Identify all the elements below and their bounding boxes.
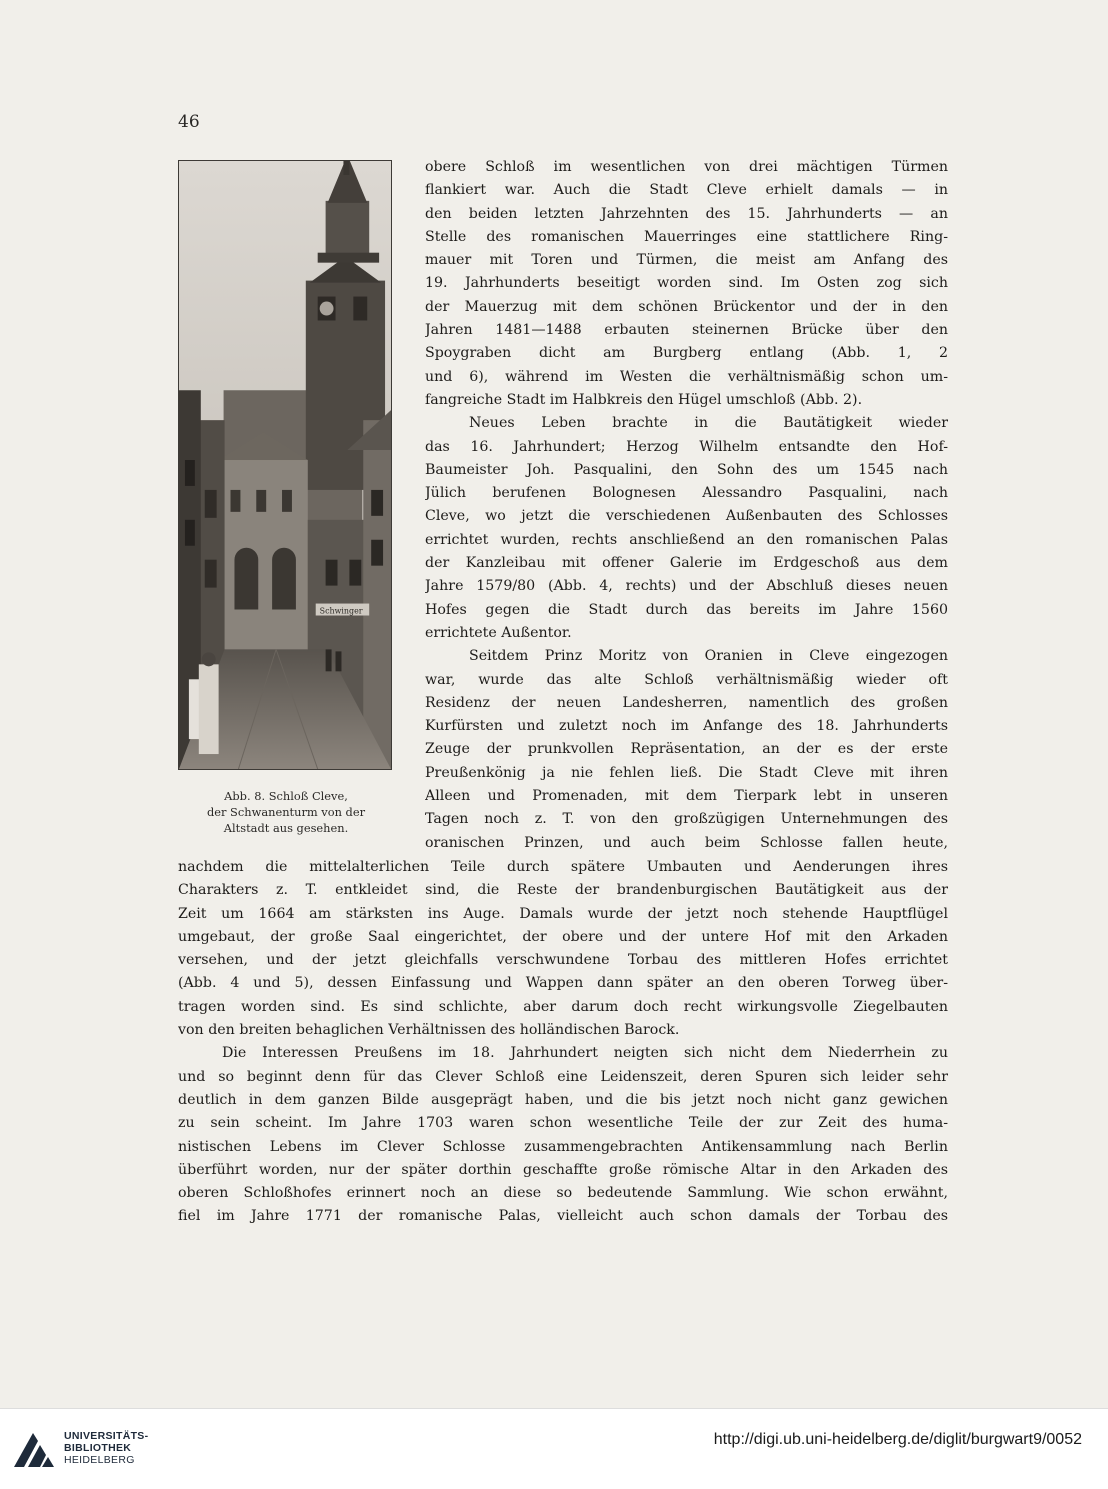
text-line: das 16. Jahrhundert; Herzog Wilhelm entsandte den Hof- [425,438,948,455]
text-line: deutlich in dem ganzen Bilde ausgeprägt haben, und die bis jetzt noch nicht ganz gewichen [178,1091,948,1108]
text-line: Zeuge der prunkvollen Repräsentation, an der es der erste [425,741,948,758]
text-line: (Abb. 4 und 5), dessen Einfassung und Wappen dann später an den oberen Torweg über- [178,975,948,992]
text-line: und so beginnt denn für das Clever Schloß eine Leidenszeit, deren Spuren sich leider sehr [178,1068,948,1085]
text-line: 19. Jahrhunderts beseitigt worden sind. Im Osten zog sich [425,275,948,292]
text-line: überführt worden, nur der später dorthin geschaffte große römische Altar in den Arkaden des [178,1161,948,1178]
logo-line: HEIDELBERG [64,1454,135,1466]
viewer-footer [0,1408,1108,1489]
caption-line: Altstadt aus gesehen. [223,821,349,835]
figure-photo [178,160,392,770]
castle-tower-photo [179,161,391,769]
text-line: der Kanzleibau mit offener Galerie im Erdgeschoß aus dem [425,555,948,572]
text-line: Jahren 1481—1488 erbauten steinernen Brücke über den [425,322,948,339]
text-line: von den breiten behaglichen Verhältnissen des holländischen Barock. [178,1022,680,1039]
text-line: der Mauerzug mit dem schönen Brückentor und der in den [425,298,948,315]
text-line: umgebaut, der große Saal eingerichtet, der obere und der untere Hof mit den Arkaden [178,928,948,945]
text-line: errichtete Außentor. [425,624,572,641]
text-line: Tagen noch z. T. von den großzügigen Unternehmungen des [425,811,948,828]
text-line: fangreiche Stadt im Halbkreis den Hügel umschloß (Abb. 2). [425,391,863,408]
text-line: Charakters z. T. entkleidet sind, die Reste der brandenburgischen Bautätigkeit aus der [178,882,948,899]
text-line: Spoygraben dicht am Burgberg entlang (Abb. 1, 2 [425,345,948,362]
text-line: Baumeister Joh. Pasqualini, den Sohn des um 1545 nach [425,461,948,478]
permalink-url[interactable]: http://digi.ub.uni-heidelberg.de/diglit/burgwart9/0052 [713,1431,1082,1448]
logo-line: UNIVERSITÄTS- [64,1430,149,1442]
logo-line: BIBLIOTHEK [64,1442,132,1454]
figure-caption [178,788,394,836]
full-width-text [178,856,948,1229]
text-line: versehen, und der jetzt gleichfalls verschwundene Torbau des mittleren Hofes errichtet [178,952,948,969]
text-line: errichtet wurden, rechts anschließend an den romanischen Palas [425,531,948,548]
text-line: Preußenkönig ja nie fehlen ließ. Die Stadt Cleve mit ihren [425,764,948,781]
text-line: oberen Schloßhofes erinnert noch an diese so bedeutende Sammlung. Wie schon erwähnt, [178,1185,948,1202]
text-line: Neues Leben brachte in die Bautätigkeit wieder [469,415,948,432]
text-line: den beiden letzten Jahrzehnten des 15. Jahrhunderts — an [425,205,948,222]
text-line: nistischen Lebens im Clever Schlosse zusammengebrachten Antikensammlung nach Berlin [178,1138,948,1155]
text-line: nachdem die mittelalterlichen Teile durch spätere Umbauten und Aenderungen ihres [178,859,948,875]
text-line: tragen worden sind. Es sind schlichte, aber darum doch recht wirkungsvolle Ziegelbauten [178,998,948,1015]
right-column-text [425,156,948,855]
text-line: flankiert war. Auch die Stadt Cleve erhielt damals — in [425,182,948,199]
caption-line: der Schwanenturm von der [206,805,366,819]
text-line: Jahre 1579/80 (Abb. 4, rechts) und der Abschluß dieses neuen [425,578,948,595]
text-line: Alleen und Promenaden, mit dem Tierpark lebt in unseren [425,788,948,805]
text-line: Residenz der neuen Landesherren, namentlich des großen [425,694,948,711]
text-line: zu sein scheint. Im Jahre 1703 waren schon wesentliche Teile der zur Zeit des huma- [178,1115,948,1132]
text-line: obere Schloß im wesentlichen von drei mächtigen Türmen [425,159,948,175]
text-line: Die Interessen Preußens im 18. Jahrhundert neigten sich nicht dem Niederrhein zu [222,1045,948,1062]
text-line: Cleve, wo jetzt die verschiedenen Außenbauten des Schlosses [425,508,948,525]
page-number: 46 [178,112,200,132]
text-line: Zeit um 1664 am stärksten ins Auge. Damals wurde der jetzt noch stehende Hauptflügel [178,905,948,922]
shop-sign: Schwinger [319,606,363,616]
text-line: mauer mit Toren und Türmen, die meist am Anfang des [425,252,948,269]
text-line: Stelle des romanischen Mauerringes eine stattlichere Ring- [425,228,948,245]
text-line: oranischen Prinzen, und auch beim Schlosse fallen heute, [425,834,948,851]
text-line: war, wurde das alte Schloß verhältnismäßig wieder oft [425,671,948,688]
text-line: Hofes gegen die Stadt durch das bereits im Jahre 1560 [425,601,948,618]
university-library-logo-icon[interactable] [10,1427,56,1473]
text-line: fiel im Jahre 1771 der romanische Palas, vielleicht auch schon damals der Torbau des [178,1208,948,1225]
text-line: und 6), während im Westen die verhältnismäßig schon um- [425,368,948,385]
library-name [64,1430,148,1466]
text-line: Seitdem Prinz Moritz von Oranien in Cleve eingezogen [469,648,948,665]
text-line: Jülich berufenen Bolognesen Alessandro Pasqualini, nach [425,485,948,502]
caption-line: Abb. 8. Schloß Cleve, [224,789,348,803]
text-line: Kurfürsten und zuletzt noch im Anfange des 18. Jahrhunderts [425,718,948,735]
